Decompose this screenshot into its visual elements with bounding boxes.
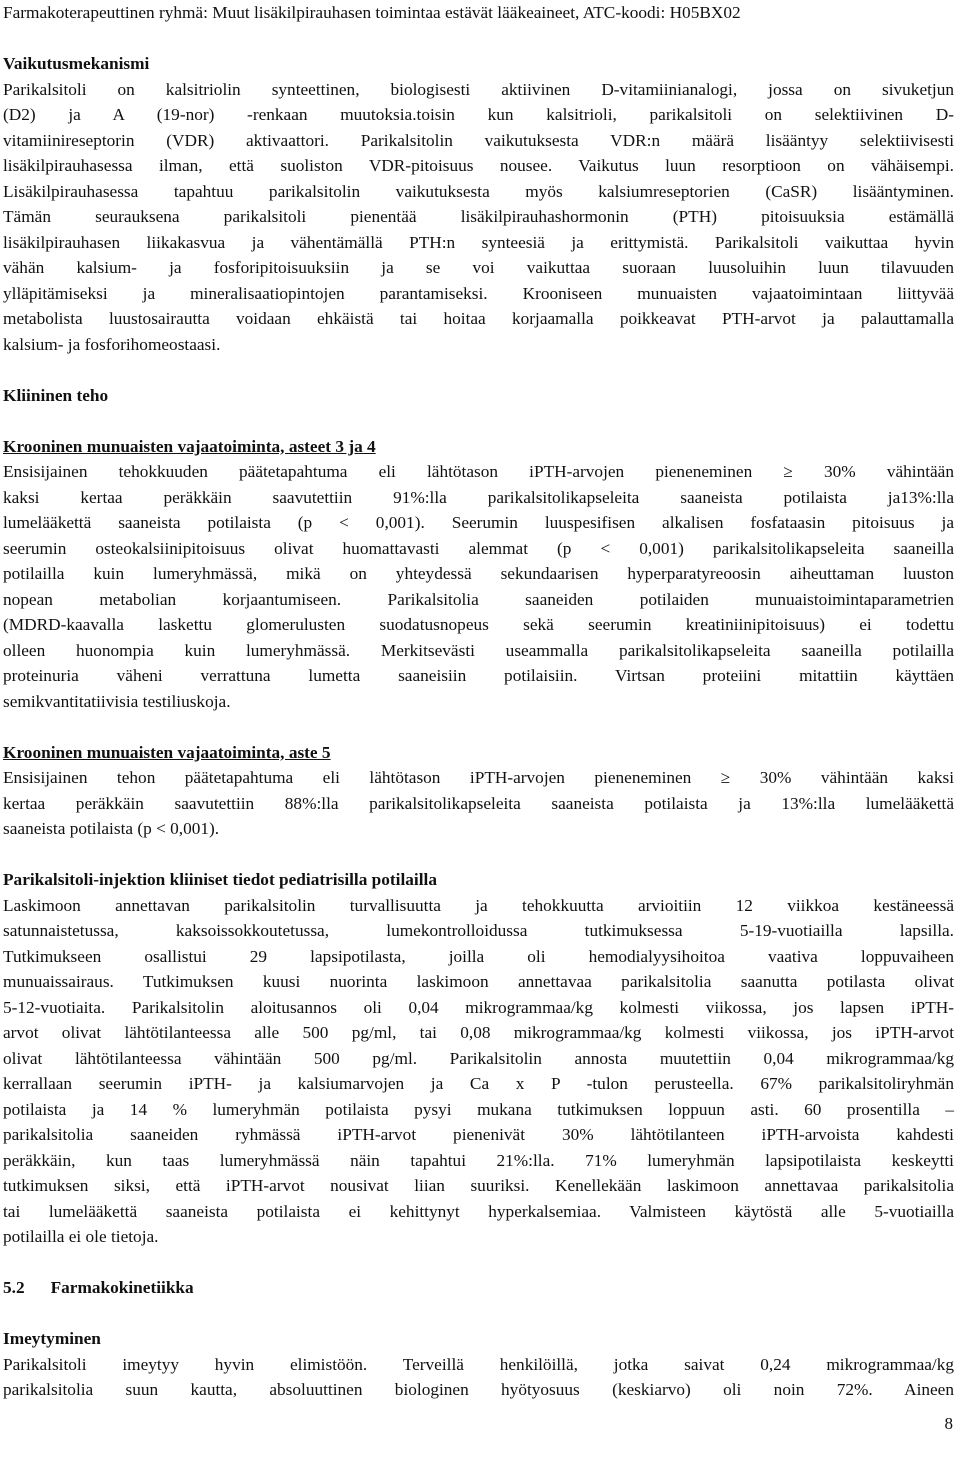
section-number: 5.2 <box>3 1278 25 1297</box>
paragraph-line: Parikalsitoli on kalsitriolin synteettinen, biologisesti aktiivinen D-vitamiinianalogi, jossa on sivuketjun <box>3 79 954 99</box>
paragraph-line: munuaissairaus. Tutkimuksen kuusi nuorinta laskimoon annettavaa parikalsitolia saanutta potilasta olivat <box>3 972 954 991</box>
spacer <box>3 26 954 52</box>
paragraph-line: tutkimuksen siksi, että iPTH-arvot nousivat liian suuriksi. Kenellekään laskimoon annettavaa parikalsitolia <box>3 1176 954 1195</box>
subsection-heading-pediatric: Parikalsitoli-injektion kliiniset tiedot pediatrisilla potilailla <box>3 870 437 889</box>
paragraph-line: parikalsitolia suun kautta, absoluuttinen biologinen hyötyosuus (keskiarvo) oli noin 72%. Aineen <box>3 1380 954 1399</box>
paragraph-line: (MDRD-kaavalla laskettu glomerulusten suodatusnopeus sekä seerumin kreatiniinipitoisuus) ei todettu <box>3 615 954 634</box>
header-line: Farmakoterapeuttinen ryhmä: Muut lisäkilpirauhasen toimintaa estävät lääkeaineet, ATC-koodi: H05BX02 <box>3 3 741 22</box>
paragraph-line: (D2) ja A (19-nor) -renkaan muutoksia.toisin kun kalsitrioli, parikalsitoli on selektiivinen D- <box>3 105 954 124</box>
subsection-heading-ckd5: Krooninen munuaisten vajaatoiminta, aste 5 <box>3 742 331 762</box>
subsection-heading-ckd34: Krooninen munuaisten vajaatoiminta, asteet 3 ja 4 <box>3 436 376 456</box>
paragraph-line: tai lumelääkettä saaneista potilaista ei kehittynyt hyperkalsemiaa. Valmisteen käytöstä alle 5-vuotiailla <box>3 1201 954 1221</box>
paragraph-line: kalsium- ja fosforihomeostaasi. <box>3 334 221 354</box>
paragraph-line: parikalsitolia saaneiden ryhmässä iPTH-arvot pienenivät 30% lähtötilanteen iPTH-arvoista kahdesti <box>3 1125 954 1144</box>
paragraph-line: semikvantitatiivisia testiliuskoja. <box>3 691 231 711</box>
paragraph-line: metabolista luustosairautta voidaan ehkäistä tai hoitaa korjaamalla poikkeavat PTH-arvot ja palauttamalla <box>3 309 954 328</box>
spacer <box>3 1250 954 1276</box>
paragraph-line: potilailla ei ole tietoja. <box>3 1227 159 1246</box>
paragraph-line: proteinuria väheni verrattuna lumetta saaneisiin potilaisiin. Virtsan proteiini mitattiin käyttäen <box>3 666 954 685</box>
paragraph-line: nopean metabolian korjaantumiseen. Parikalsitolia saaneiden potilaiden munuaistoimintaparametrien <box>3 589 954 609</box>
paragraph-line: Lisäkilpirauhasessa tapahtuu parikalsitolin vaikutuksesta myös kalsiumreseptorien (CaSR) lisääntyminen. <box>3 181 954 201</box>
paragraph-line: lumelääkettä saaneista potilaista (p < 0,001). Seerumin luuspesifisen alkalisen fosfataasin pitoisuus ja <box>3 513 954 532</box>
spacer <box>3 714 954 740</box>
paragraph-line: ylläpitämiseksi ja mineralisaatiopintojen parantamiseksi. Krooniseen munuaisten vajaatoimintaan liittyvää <box>3 283 954 303</box>
paragraph-line: vähän kalsium- ja fosforipitoisuuksiin ja se voi vaikuttaa suoraan luusoluihin luun tilavuuden <box>3 258 954 277</box>
section-heading-pharmacokinetics <box>3 1275 954 1301</box>
paragraph-line: olivat lähtötilanteessa vähintään 500 pg/ml. Parikalsitolin annosta muutettiin 0,04 mikrogrammaa/kg <box>3 1048 954 1068</box>
section-heading-mechanism: Vaikutusmekanismi <box>3 54 150 73</box>
section-heading-clinical: Kliininen teho <box>3 385 109 405</box>
paragraph-line: kertaa peräkkäin saavutettiin 88%:lla parikalsitolikapseleita saaneista potilaista ja 13%:lla lumelääkettä <box>3 793 954 813</box>
section-title: Farmakokinetiikka <box>50 1278 194 1297</box>
paragraph-line: Ensisijainen tehokkuuden päätetapahtuma eli lähtötason iPTH-arvojen pieneneminen ≥ 30% vähintään <box>3 462 954 481</box>
paragraph-line: seerumin osteokalsiinipitoisuus olivat huomattavasti alemmat (p < 0,001) parikalsitolikapseleita saaneilla <box>3 538 954 558</box>
spacer <box>3 842 954 868</box>
paragraph-line: peräkkäin, kun taas lumeryhmässä näin tapahtui 21%:lla. 71% lumeryhmän lapsipotilaista keskeytti <box>3 1150 954 1170</box>
spacer <box>3 408 954 434</box>
paragraph-line: lisäkilpirauhasessa ilman, että suoliston VDR-pitoisuus nousee. Vaikutus luun resorptioon on vähäisempi. <box>3 156 954 175</box>
paragraph-line: kaksi kertaa peräkkäin saavutettiin 91%:lla parikalsitolikapseleita saaneista potilaista ja13%:lla <box>3 487 954 507</box>
paragraph-line: Tutkimukseen osallistui 29 lapsipotilasta, joilla oli hemodialyysihoitoa vaativa loppuvaiheen <box>3 946 954 966</box>
subsection-heading-absorption: Imeytyminen <box>3 1329 101 1348</box>
paragraph-line: kerrallaan seerumin iPTH- ja kalsiumarvojen ja Ca x P -tulon perusteella. 67% parikalsitoliryhmän <box>3 1074 954 1093</box>
paragraph-line: vitamiinireseptorin (VDR) aktivaattori. Parikalsitolin vaikutuksesta VDR:n määrä lisääntyy selektiivisesti <box>3 130 954 150</box>
paragraph-line: saaneista potilaista (p < 0,001). <box>3 819 220 838</box>
paragraph-line: 5-12-vuotiaita. Parikalsitolin aloitusannos oli 0,04 mikrogrammaa/kg kolmesti viikossa, jos lapsen iPTH- <box>3 997 954 1017</box>
paragraph-line: potilaista ja 14 % lumeryhmän potilaista pysyi mukana tutkimuksen loppuun asti. 60 prosentilla – <box>3 1099 954 1119</box>
spacer <box>3 357 954 383</box>
paragraph-line: satunnaistetussa, kaksoissokkoutetussa, lumekontrolloidussa tutkimuksessa 5-19-vuotiailla lapsilla. <box>3 921 954 940</box>
paragraph-line: Ensisijainen tehon päätetapahtuma eli lähtötason iPTH-arvojen pieneneminen ≥ 30% vähintään kaksi <box>3 768 954 787</box>
paragraph-line: potilailla kuin lumeryhmässä, mikä on yhteydessä sekundaarisen hyperparatyreoosin aiheuttaman luuston <box>3 564 954 583</box>
paragraph-line: lisäkilpirauhasen liikakasvua ja vähentämällä PTH:n synteesiä ja erittymistä. Parikalsitoli vaikuttaa hyvin <box>3 232 954 252</box>
paragraph-line: arvot olivat lähtötilanteessa alle 500 pg/ml, tai 0,08 mikrogrammaa/kg kolmesti viikossa, jos iPTH-arvot <box>3 1023 954 1042</box>
paragraph-line: Parikalsitoli imeytyy hyvin elimistöön. Terveillä henkilöillä, jotka saivat 0,24 mikrogrammaa/kg <box>3 1354 954 1374</box>
paragraph-line: Tämän seurauksena parikalsitoli pienentää lisäkilpirauhashormonin (PTH) pitoisuuksia estämällä <box>3 207 954 226</box>
spacer <box>3 1301 954 1327</box>
paragraph-line: olleen huonompia kuin lumeryhmässä. Merkitsevästi useammalla parikalsitolikapseleita saaneilla potilailla <box>3 640 954 660</box>
page-number: 8 <box>944 1414 953 1433</box>
paragraph-line: Laskimoon annettavan parikalsitolin turvallisuutta ja tehokkuutta arvioitiin 12 viikkoa kestäneessä <box>3 895 954 915</box>
